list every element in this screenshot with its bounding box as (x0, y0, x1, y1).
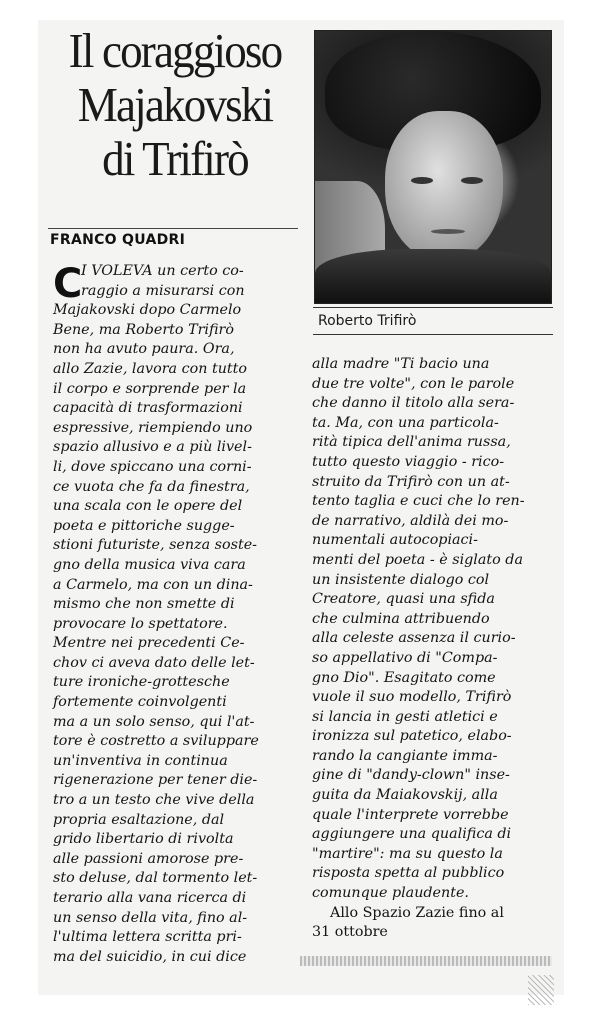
body-line: ma del suicidio, in cui dice (53, 948, 247, 965)
photo-shoulder (315, 249, 551, 304)
body-line: ironizza sul patetico, elabo- (312, 728, 512, 745)
body-line: allo Zazie, lavora con tutto (53, 360, 248, 377)
body-column-1 (53, 262, 296, 967)
body-line: grido libertario di rivolta (53, 831, 234, 848)
body-line: Creatore, quasi una sfida (312, 591, 495, 608)
body-line: risposta spetta al pubblico (312, 865, 505, 882)
caption-rule-top (313, 307, 553, 308)
body-line: tro a un testo che vive della (53, 792, 255, 809)
photo-eye-right (461, 177, 483, 184)
body-line: mismo che non smette di (53, 596, 235, 613)
body-line: un insistente dialogo col (312, 571, 490, 588)
body-line: numentali autocopiaci- (312, 532, 478, 549)
body-line: stioni futuriste, senza soste- (53, 537, 258, 554)
body-line: vuole il suo modello, Trifirò (312, 689, 512, 706)
byline: FRANCO QUADRI (50, 232, 186, 248)
performance-note: 31 ottobre (312, 924, 388, 941)
body-line: ture ironiche-grottesche (53, 674, 230, 691)
body-line: so appellativo di "Compa- (312, 649, 498, 666)
body-line: espressive, riempiendo uno (53, 419, 253, 436)
body-line: rigenerazione per tener die- (53, 772, 258, 789)
body-line: chov ci aveva dato delle let- (53, 654, 255, 671)
body-line: struito da Trifirò con un at- (312, 473, 510, 490)
body-line: tento taglia e cuci che lo ren- (312, 493, 525, 510)
body-line: si lancia in gesti atletici e (312, 708, 498, 725)
body-line: un senso della vita, fino al- (53, 909, 248, 926)
headline-line: Majakovski (77, 77, 273, 132)
body-line: comunque plaudente. (312, 885, 469, 902)
headline-line: Il coraggioso (68, 23, 282, 78)
photo-face (385, 111, 503, 261)
body-line: li, dove spiccano una corni- (53, 458, 252, 475)
body-line: raggio a misurarsi con (81, 282, 245, 299)
body-line: una scala con le opere del (53, 498, 243, 515)
photo-caption: Roberto Trifirò (318, 313, 417, 329)
body-line: poeta e pittoriche sugge- (53, 517, 235, 534)
body-line: che danno il titolo alla sera- (312, 395, 515, 412)
body-line: de narrativo, aldilà dei mo- (312, 512, 509, 529)
body-line: "martire": ma su questo la (312, 845, 503, 862)
body-line: ce vuota che fa da finestra, (53, 478, 250, 495)
body-line: ma a un solo senso, qui l'at- (53, 713, 255, 730)
body-line: provocare lo spettatore. (53, 615, 228, 632)
body-line: tore è costretto a sviluppare (53, 733, 259, 750)
photo-mouth (431, 229, 465, 234)
scan-edge-strip (300, 956, 552, 966)
body-line: guita da Maiakovskij, alla (312, 787, 498, 804)
performance-note: Allo Spazio Zazie fino al (330, 904, 504, 921)
body-line: Mentre nei precedenti Ce- (53, 635, 245, 652)
headline (60, 24, 290, 186)
body-line: alla madre "Ti bacio una (312, 356, 490, 372)
body-line: un'inventiva in continua (53, 752, 228, 769)
headline-line: di Trifirò (102, 131, 248, 186)
body-line: a Carmelo, ma con un dina- (53, 576, 253, 593)
drop-cap: C (53, 261, 83, 307)
body-line: menti del poeta - è siglato da (312, 551, 523, 568)
body-line: il corpo e sorprende per la (53, 380, 247, 397)
body-line: capacità di trasformazioni (53, 400, 243, 417)
body-line: non ha avuto paura. Ora, (53, 341, 235, 358)
body-line: propria esaltazione, dal (53, 811, 225, 828)
scan-noise (528, 975, 554, 1005)
body-line: spazio allusivo e a più livel- (53, 439, 252, 456)
portrait-photo (314, 30, 552, 304)
body-column-2 (312, 355, 556, 943)
body-line: rando la cangiante imma- (312, 747, 498, 764)
body-line: alle passioni amorose pre- (53, 850, 244, 867)
body-line: che culmina attribuendo (312, 610, 490, 627)
body-line: l'ultima lettera scritta pri- (53, 929, 242, 946)
photo-eye-left (411, 177, 433, 184)
body-line: quale l'interprete vorrebbe (312, 806, 509, 823)
body-line: tutto questo viaggio - rico- (312, 453, 505, 470)
body-line: fortemente coinvolgenti (53, 694, 227, 711)
body-line: I VOLEVA un certo co- (81, 263, 244, 279)
body-line: rità tipica dell'anima russa, (312, 434, 511, 451)
body-line: gine di "dandy-clown" inse- (312, 767, 510, 784)
body-line: sto deluse, dal tormento let- (53, 870, 258, 887)
body-line: gno della musica viva cara (53, 556, 246, 573)
byline-rule (48, 228, 298, 229)
body-line: terario alla vana ricerca di (53, 890, 247, 906)
body-line: gno Dio". Esagitato come (312, 669, 496, 686)
body-line: due tre volte", con le parole (312, 375, 515, 392)
body-line: Bene, ma Roberto Trifirò (53, 321, 234, 338)
body-line: alla celeste assenza il curio- (312, 630, 516, 647)
body-line: aggiungere una qualifica di (312, 826, 512, 843)
caption-rule-bottom (313, 334, 553, 335)
body-line: Majakovski dopo Carmelo (53, 302, 242, 319)
body-line: ta. Ma, con una particola- (312, 414, 499, 431)
